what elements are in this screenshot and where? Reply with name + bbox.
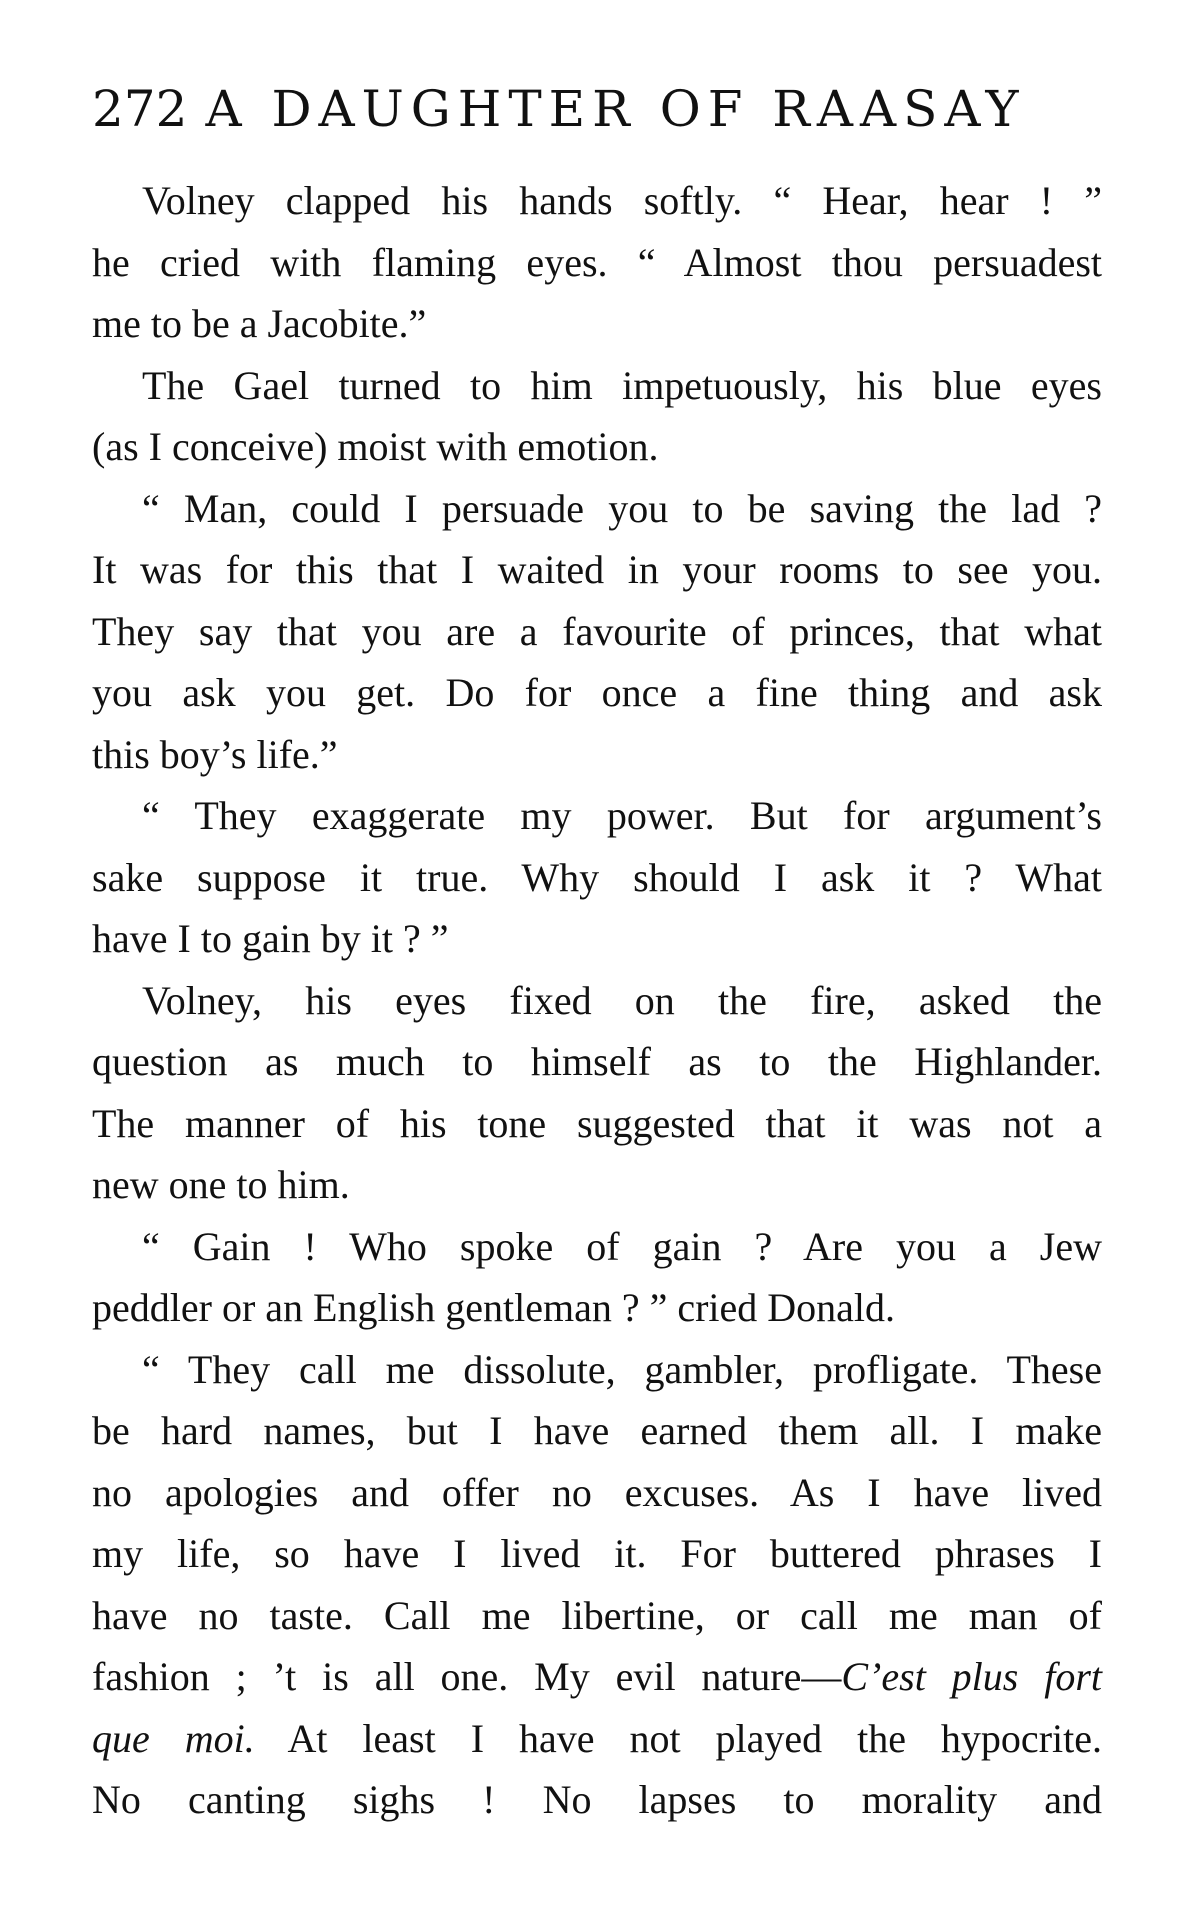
text-line: They say that you are a favourite of princes, that what bbox=[92, 608, 1102, 654]
paragraph bbox=[92, 478, 1102, 786]
text-line: No canting sighs ! No lapses to morality and bbox=[92, 1777, 1102, 1822]
text-line: he cried with flaming eyes. “ Almost thou persuadest bbox=[92, 239, 1102, 285]
italic-phrase: que moi. bbox=[92, 1715, 255, 1761]
paragraph bbox=[92, 785, 1102, 970]
text-line: “ Gain ! Who spoke of gain ? Are you a Jew bbox=[142, 1223, 1102, 1269]
text-run: At least I have not played the hypocrite. bbox=[254, 1715, 1102, 1761]
running-title: A DAUGHTER OF RAASAY bbox=[205, 80, 1026, 138]
text-line: “ They call me dissolute, gambler, profligate. These bbox=[142, 1346, 1102, 1392]
text-line: peddler or an English gentleman ? ” cried Donald. bbox=[92, 1285, 896, 1330]
text-line: this boy’s life.” bbox=[92, 731, 338, 777]
text-line: Volney clapped his hands softly. “ Hear, hear ! ” bbox=[142, 178, 1102, 223]
text-line: have I to gain by it ? ” bbox=[92, 916, 449, 961]
page-body bbox=[92, 170, 1102, 1831]
paragraph bbox=[92, 1216, 1102, 1339]
text-line bbox=[92, 1708, 1102, 1770]
text-run: fashion ; ’t is all one. My evil nature— bbox=[92, 1654, 842, 1699]
text-line: The manner of his tone suggested that it was not a bbox=[92, 1100, 1102, 1146]
paragraph bbox=[92, 355, 1102, 478]
text-line: my life, so have I lived it. For buttered phrases I bbox=[92, 1531, 1102, 1576]
text-line: It was for this that I waited in your rooms to see you. bbox=[92, 547, 1102, 592]
text-line: Volney, his eyes fixed on the fire, asked the bbox=[142, 977, 1102, 1023]
text-line: new one to him. bbox=[92, 1162, 350, 1207]
text-line: question as much to himself as to the Highlander. bbox=[92, 1039, 1102, 1084]
text-line: “ Man, could I persuade you to be saving the lad ? bbox=[142, 485, 1102, 531]
text-line: “ They exaggerate my power. But for argument’s bbox=[142, 793, 1102, 838]
text-line: me to be a Jacobite.” bbox=[92, 301, 427, 346]
paragraph bbox=[92, 1339, 1102, 1831]
text-line: be hard names, but I have earned them all. I make bbox=[92, 1408, 1102, 1453]
paragraph bbox=[92, 170, 1102, 355]
text-line: no apologies and offer no excuses. As I have lived bbox=[92, 1469, 1102, 1515]
text-line bbox=[92, 1646, 1102, 1708]
text-line: (as I conceive) moist with emotion. bbox=[92, 424, 659, 469]
italic-phrase: C’est plus fort bbox=[841, 1654, 1103, 1699]
text-line: sake suppose it true. Why should I ask it ? What bbox=[92, 854, 1102, 900]
text-line: The Gael turned to him impetuously, his blue eyes bbox=[142, 362, 1102, 408]
text-line: you ask you get. Do for once a fine thing and ask bbox=[92, 670, 1102, 715]
page-number: 272 bbox=[92, 80, 188, 138]
paragraph bbox=[92, 970, 1102, 1216]
running-header bbox=[92, 80, 1102, 138]
text-line: have no taste. Call me libertine, or call me man of bbox=[92, 1592, 1102, 1638]
